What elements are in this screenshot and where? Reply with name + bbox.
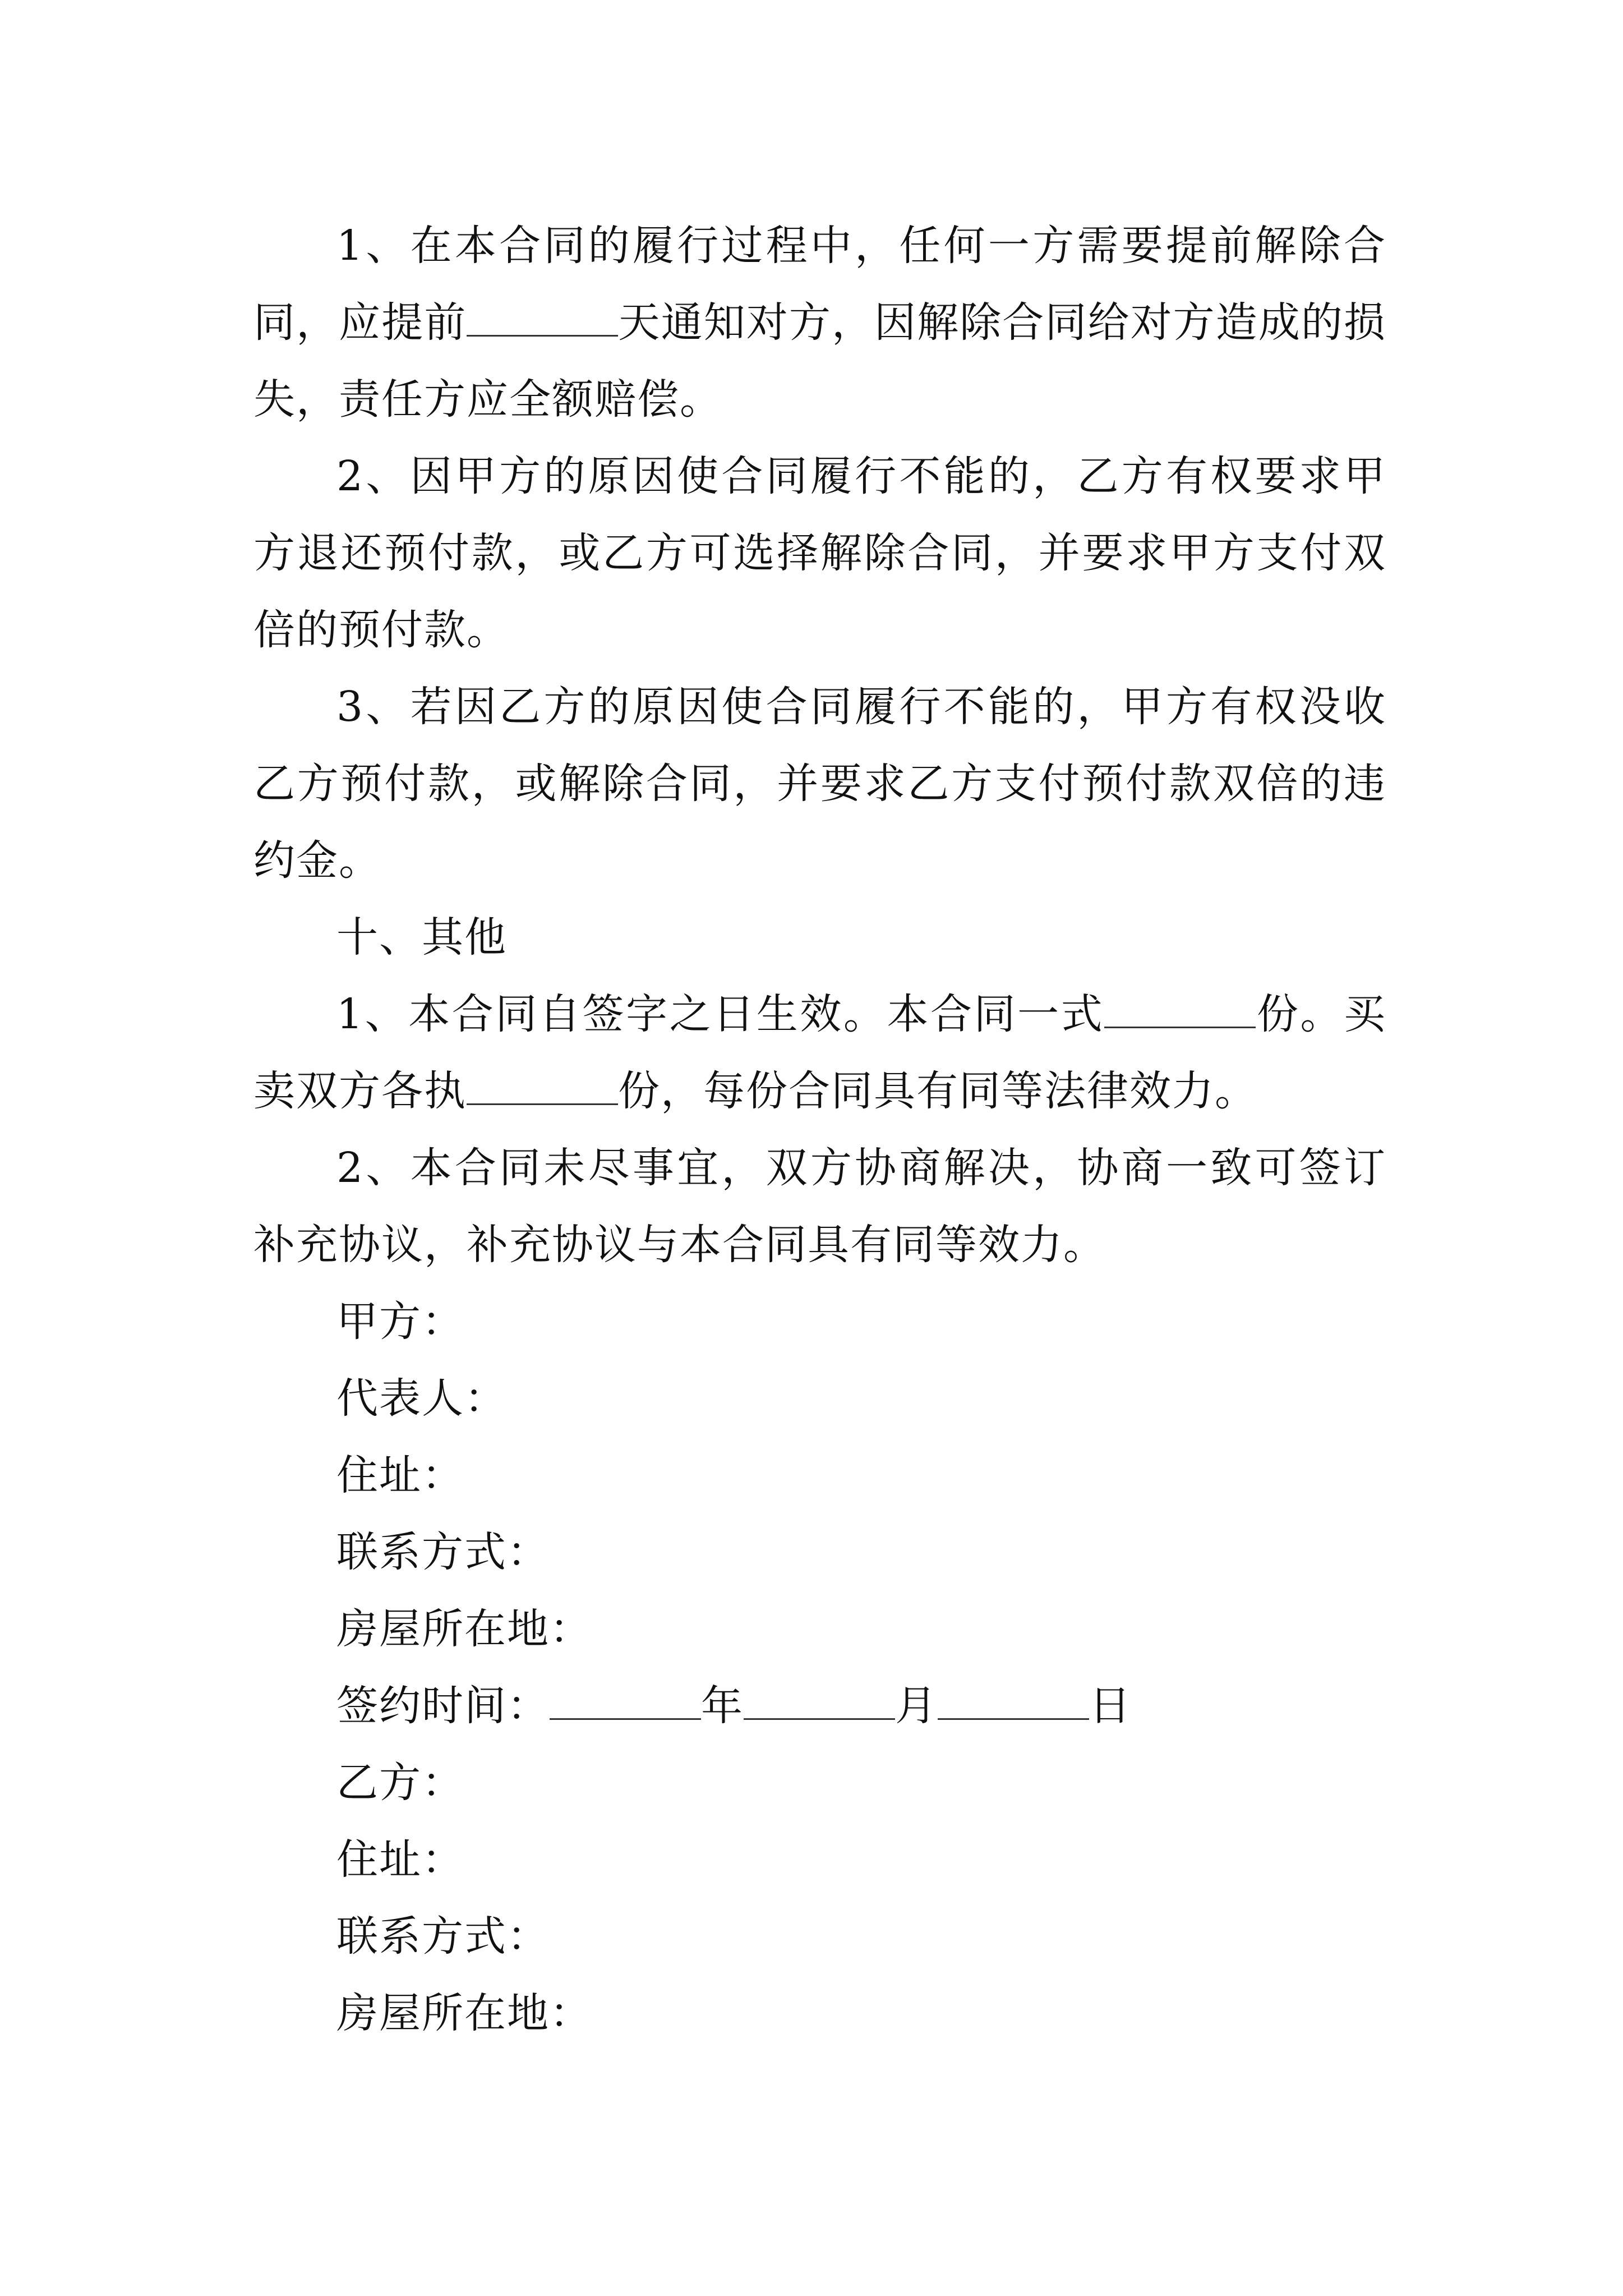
signing-date-label: 签约时间： [336, 1682, 550, 1730]
year-label: 年 [701, 1682, 744, 1730]
clause-text: 份，每份合同具有同等法律效力。 [618, 1067, 1257, 1115]
party-a-address: 住址： [336, 1451, 464, 1499]
party-a-contact: 联系方式： [336, 1528, 550, 1576]
party-b-property-location: 房屋所在地： [336, 1989, 592, 2037]
blank-day[interactable] [938, 1678, 1089, 1720]
clause-effectiveness [253, 976, 1386, 1130]
blank-copies-total[interactable] [1104, 986, 1256, 1028]
party-b-contact: 联系方式： [336, 1912, 550, 1961]
blank-notice-days[interactable] [467, 295, 618, 337]
clause-supplementary: 2、本合同未尽事宜，双方协商解决，协商一致可签订补充协议，补充协议与本合同具有同等效力。 [253, 1144, 1386, 1269]
clause-party-a-default: 2、因甲方的原因使合同履行不能的，乙方有权要求甲方退还预付款，或乙方可选择解除合同，并要求甲方支付双倍的预付款。 [253, 452, 1386, 654]
document-body [253, 208, 1386, 2052]
party-a-representative: 代表人： [336, 1374, 507, 1423]
clause-text: 1、在本合同的履行过程中，任何一方需要提前解除合同，应提前 [253, 222, 1386, 347]
clause-text: 份。买卖双方各执 [253, 990, 1386, 1115]
blank-year[interactable] [550, 1678, 701, 1720]
clause-early-termination [253, 208, 1386, 438]
day-label: 日 [1089, 1682, 1132, 1730]
party-a-property-location: 房屋所在地： [336, 1605, 592, 1653]
party-b-label: 乙方： [336, 1759, 464, 1807]
blank-copies-each[interactable] [467, 1063, 618, 1105]
month-label: 月 [895, 1682, 938, 1730]
clause-text: 1、本合同自签字之日生效。本合同一式 [336, 990, 1105, 1038]
party-a-label: 甲方： [336, 1297, 464, 1346]
party-b-address: 住址： [336, 1835, 464, 1884]
signing-date [253, 1668, 1386, 1745]
clause-text: 天通知对方，因解除合同给对方造成的损失，责任方应全额赔偿。 [253, 298, 1387, 424]
blank-month[interactable] [744, 1678, 895, 1720]
clause-party-b-default: 3、若因乙方的原因使合同履行不能的，甲方有权没收乙方预付款，或解除合同，并要求乙方支付预付款双倍的违约金。 [253, 683, 1386, 885]
section-heading-other: 十、其他 [336, 913, 507, 961]
